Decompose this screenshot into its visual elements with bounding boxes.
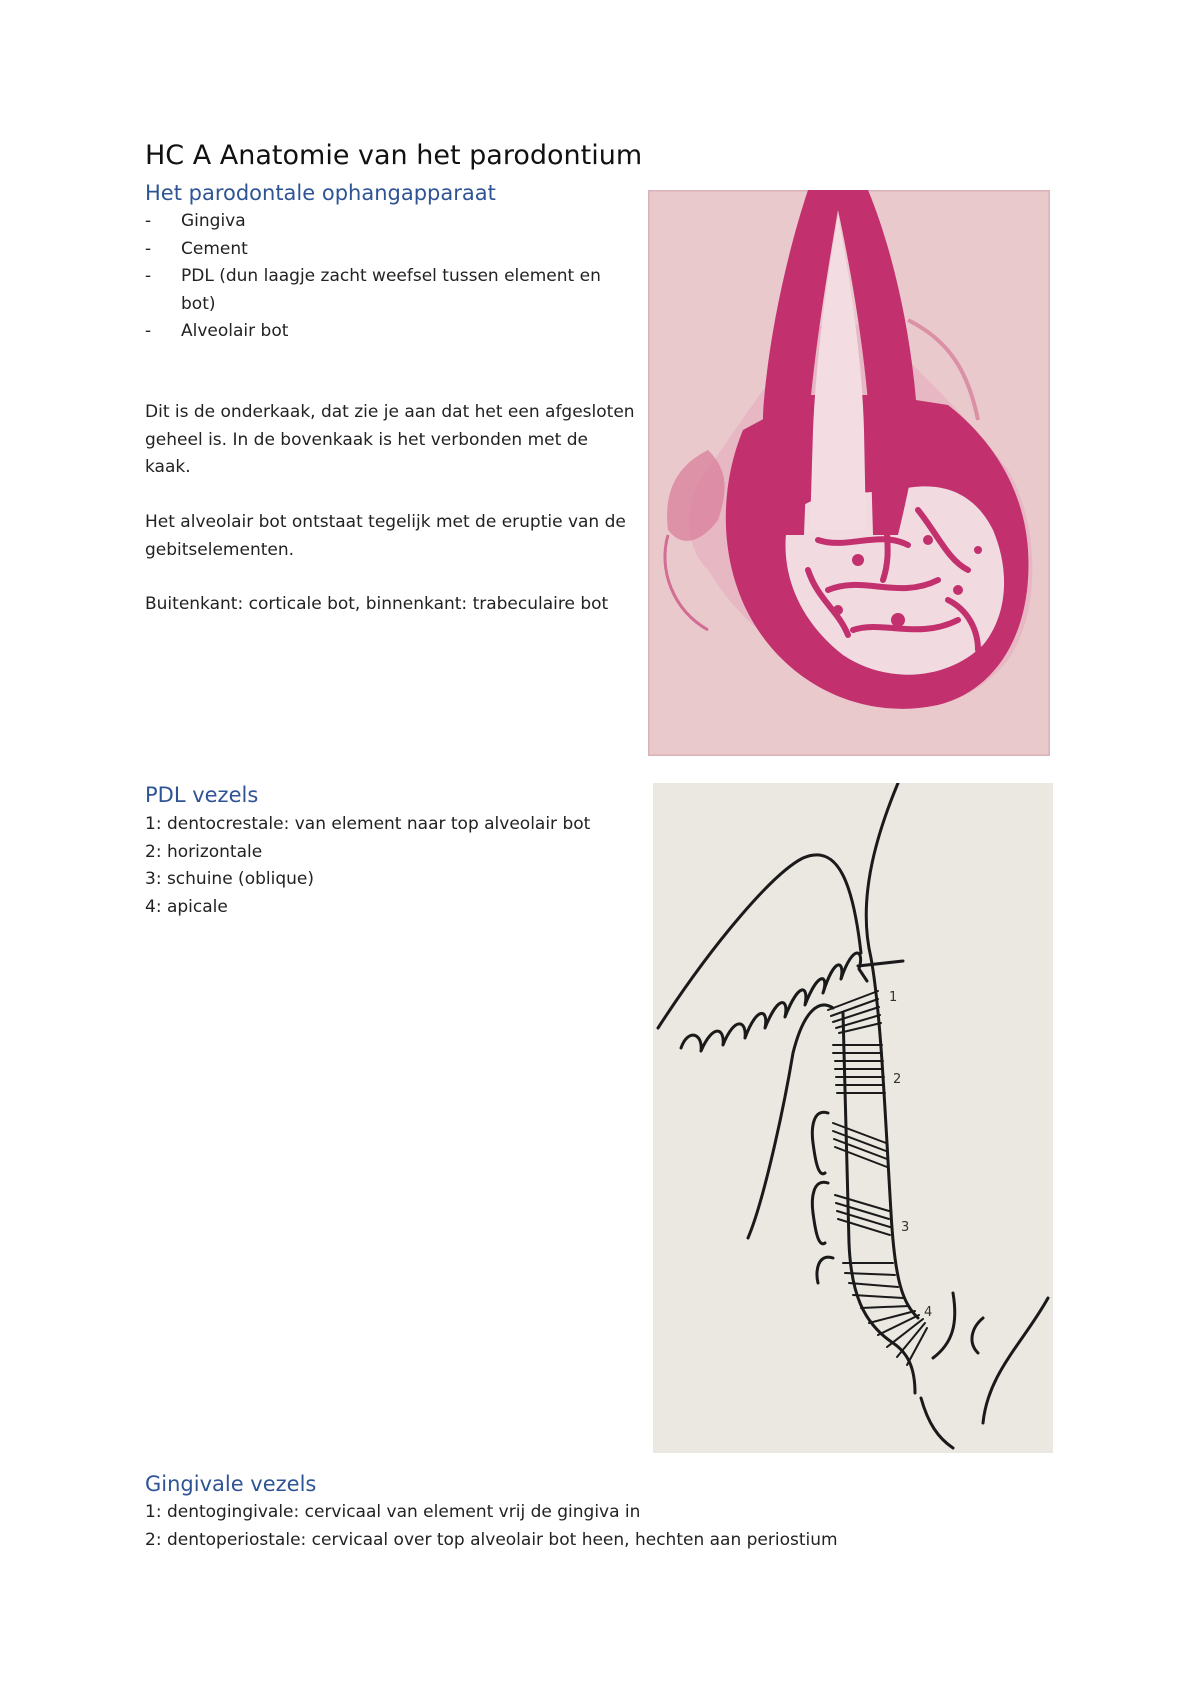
- diagram-label-1: 1: [889, 990, 898, 1005]
- pdl-line: 3: schuine (oblique): [145, 869, 314, 889]
- diagram-label-2: 2: [893, 1072, 902, 1087]
- pdl-fibers-drawing: [653, 783, 1053, 1453]
- histology-slide-drawing: [648, 190, 1050, 756]
- diagram-label-3: 3: [901, 1220, 910, 1235]
- list-item: - PDL (dun laagje zacht weefsel tussen element en bot): [145, 263, 635, 318]
- pdl-line: 1: dentocrestale: van element naar top alveolair bot: [145, 814, 591, 834]
- gingivale-line: 1: dentogingivale: cervicaal van element vrij de gingiva in: [145, 1502, 641, 1522]
- list-item: - Gingiva: [145, 208, 635, 236]
- list-item: - Alveolair bot: [145, 318, 635, 346]
- heading-ophangapparaat: Het parodontale ophangapparaat: [145, 181, 496, 205]
- list-item: - Cement: [145, 236, 635, 264]
- page-title: HC A Anatomie van het parodontium: [145, 140, 643, 171]
- heading-pdl-vezels: PDL vezels: [145, 783, 259, 807]
- pdl-vezels-list: [145, 811, 625, 921]
- pdl-fibers-diagram: [653, 783, 1053, 1453]
- gingivale-vezels-list: [145, 1499, 1045, 1554]
- paragraph-corticale-trabeculaire: Buitenkant: corticale bot, binnenkant: trabeculaire bot: [145, 594, 609, 614]
- heading-gingivale-vezels: Gingivale vezels: [145, 1472, 317, 1496]
- gingivale-line: 2: dentoperiostale: cervicaal over top alveolair bot heen, hechten aan periostium: [145, 1529, 838, 1550]
- pdl-line: 2: horizontale: [145, 841, 263, 862]
- component-list: [145, 208, 635, 346]
- pdl-line: 4: apicale: [145, 896, 228, 917]
- paragraph-alveolair-bot: Het alveolair bot ontstaat tegelijk met de eruptie van de gebitselementen.: [145, 512, 626, 560]
- component-list-block: [145, 208, 635, 346]
- histology-slide-image: [648, 190, 1050, 756]
- paragraph-onderkaak: Dit is de onderkaak, dat zie je aan dat het een afgesloten geheel is. In de bovenkaak is het verbonden met de kaak.: [145, 402, 635, 477]
- diagram-label-4: 4: [924, 1305, 933, 1320]
